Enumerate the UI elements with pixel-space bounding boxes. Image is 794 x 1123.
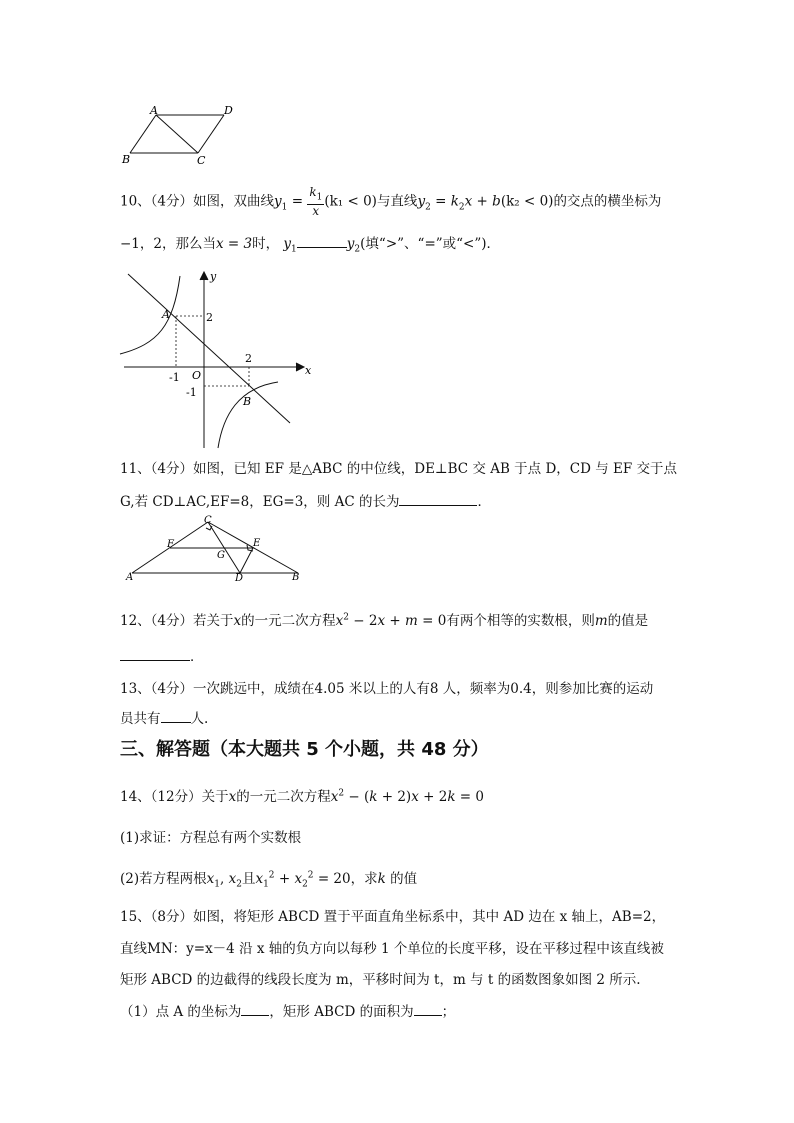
answer-blank-q10[interactable] [297, 234, 347, 248]
label-F: F [167, 539, 174, 550]
hyperbola-figure [118, 266, 318, 452]
q14-sub2-end: 的值 [390, 871, 418, 887]
q10-line2-post: (填“>”、“=”或“<”)． [360, 236, 501, 252]
answer-blank-q12[interactable] [120, 647, 190, 661]
section-heading: 三、解答题（本大题共 5 个小题，共 48 分） [120, 739, 489, 760]
q14-sub1-num: (1) [120, 830, 140, 846]
q10-k2-condition: (k₂ < 0) [500, 193, 554, 210]
fraction-k1-over-x: $\frac{k_1}{x}$ [309, 185, 323, 219]
q15-line3: 矩形 ABCD 的边截得的线段长度为 m，平移时间为 t，m 与 t 的函数图象如图 2 所示. [120, 972, 641, 988]
q11-line2-pre: G,若 CD⊥AC,EF=8，EG=3，则 AC 的长为 [120, 494, 400, 510]
q10-line2-mid: 时， [252, 236, 280, 252]
answer-blank-q15-a[interactable] [241, 1002, 269, 1016]
label-E: E [253, 538, 261, 549]
q14-sub2-post: ，求 [350, 871, 378, 887]
label-D: D [224, 105, 233, 117]
label-D: D [235, 573, 244, 584]
label-C: C [197, 154, 206, 167]
answer-blank-q11[interactable] [399, 492, 477, 506]
q10-condition: x = 3 [216, 236, 253, 252]
q14-sub2: (2)若方程两根$x_1$, $x_2$且$x_1^2 + x_2^2 = 20$，求k 的值 [120, 870, 418, 890]
q12-line1: 12、（4分）若关于x的一元二次方程$x^2 - 2x + m = 0$有两个相等的实数根，则m的值是 [120, 612, 649, 629]
label-A: A [150, 105, 158, 117]
label-B: B [122, 153, 131, 166]
q15-line4 [120, 1000, 455, 1020]
q12-post-a: 有两个相等的实数根，则 [446, 613, 595, 629]
q10-text-pre: 10、（4分）如图，双曲线 [120, 193, 275, 210]
q12-post-b: 的值是 [607, 613, 649, 629]
q11-line2 [120, 490, 491, 510]
answer-blank-q15-b[interactable] [414, 1002, 442, 1016]
q14-line1: 14、（12分）关于x的一元二次方程$x^2 - (k + 2)x + 2k = 0$ [120, 788, 484, 805]
q13-line2-post: 人. [190, 711, 209, 727]
q14-pre: 14、（12分）关于 [120, 789, 229, 805]
q11-line1: 11、（4分）如图，已知 EF 是△ABC 的中位线，DE⊥BC 交 AB 于点 D，CD 与 EF 交于点 [120, 461, 678, 477]
q14-sub1 [120, 826, 301, 846]
axis-label-x: x [305, 364, 312, 377]
q12-mid: 的一元二次方程 [241, 613, 336, 629]
q15-line4-post: ； [441, 1004, 456, 1020]
q14-mid: 的一元二次方程 [236, 789, 331, 805]
q10-text-post: 的交点的横坐标为 [553, 193, 662, 210]
q13-line2-pre: 员共有 [120, 711, 161, 727]
label-B: B [292, 572, 300, 583]
q12-line2-post: ． [190, 649, 204, 665]
origin-label: O [192, 369, 202, 382]
point-label-B: B [243, 395, 252, 408]
q15-line2: 直线MN：y=x－4 沿 x 轴的负方向以每秒 1 个单位的长度平移，设在平移过程中该直线被 [120, 941, 664, 957]
q12-line2 [120, 645, 204, 665]
q10-line2-pre: −1，2，那么当 [120, 236, 216, 252]
axis-label-y: y [210, 270, 217, 283]
tick-label-2-x: 2 [245, 352, 252, 365]
point-label-A: A [162, 308, 170, 321]
q11-line2-post: ． [477, 494, 491, 510]
label-C: C [204, 515, 212, 526]
q13-line2 [120, 707, 208, 727]
tick-label-2-y: 2 [206, 311, 213, 324]
q12-pre: 12、（4分）若关于 [120, 613, 234, 629]
q10-line2: −1，2，那么当x = 3时， $y_1$ $y_2$(填“>”、“=”或“<”)． [120, 236, 501, 255]
answer-blank-q13[interactable] [161, 709, 191, 723]
parallelogram-figure [118, 105, 243, 167]
tick-label-neg1-y: -1 [186, 386, 197, 399]
label-G: G [217, 550, 225, 561]
q13-line1: 13、（4分）一次跳远中，成绩在4.05 米以上的人有8 人，频率为0.4，则参加比赛的运动 [120, 681, 654, 697]
q14-sub2-mid: 且 [241, 871, 256, 887]
q14-sub1-text: 求证：方程总有两个实数根 [139, 830, 302, 846]
q15-line1: 15、（8分）如图，将矩形 ABCD 置于平面直角坐标系中，其中 AD 边在 x 轴上，AB=2， [120, 909, 666, 925]
q10-text-mid: 与直线 [376, 193, 418, 210]
triangle-figure [120, 514, 310, 584]
q10-line1: 10、（4分）如图，双曲线$y_1$ = $\frac{k_1}{x}$ (k₁ < 0)与直线$y_2 = k_2x + b(k_2 < 0)$的交点的横坐标为 [120, 185, 662, 219]
q14-sub2-pre: 若方程两根 [139, 871, 207, 887]
label-A: A [126, 572, 134, 583]
q15-line4-pre: （1）点 A 的坐标为 [120, 1004, 242, 1020]
tick-label-neg1-x: -1 [169, 371, 180, 384]
q14-sub2-num: (2) [120, 871, 140, 887]
q14-sub2-eq: = 20 [317, 871, 351, 887]
q10-k1-condition: (k₁ < 0) [324, 193, 377, 210]
q15-line4-mid: ，矩形 ABCD 的面积为 [269, 1004, 414, 1020]
